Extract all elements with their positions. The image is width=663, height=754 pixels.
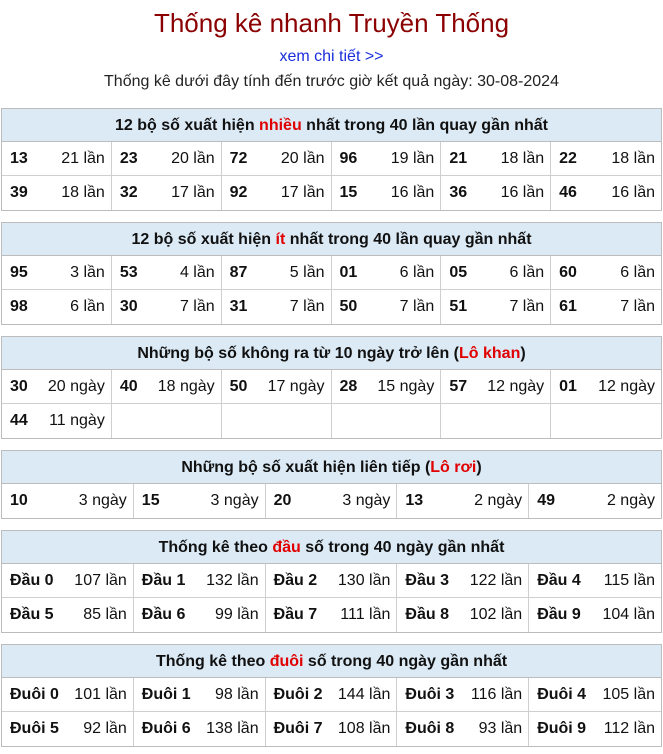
stat-count: 3 ngày bbox=[210, 492, 259, 509]
section-title-highlight: đuôi bbox=[269, 653, 304, 670]
stat-number: 95 bbox=[10, 263, 28, 281]
stat-cell bbox=[266, 678, 398, 712]
stat-cell bbox=[2, 678, 134, 712]
least-frequent-section bbox=[1, 222, 662, 325]
stat-count: 20 lần bbox=[280, 149, 325, 167]
stat-count: 2 ngày bbox=[474, 492, 523, 509]
stat-number: Đuôi 8 bbox=[405, 720, 455, 737]
stat-count: 3 ngày bbox=[342, 492, 391, 509]
stat-cell bbox=[441, 256, 551, 290]
stat-cell bbox=[397, 564, 529, 598]
stat-count: 12 ngày bbox=[598, 377, 655, 395]
stats-grid bbox=[2, 256, 661, 324]
stat-count: 132 lần bbox=[206, 571, 259, 589]
section-title-text: ) bbox=[520, 345, 526, 362]
stat-number: 15 bbox=[339, 184, 358, 201]
stat-number: Đuôi 4 bbox=[537, 685, 587, 703]
stat-cell bbox=[529, 712, 661, 746]
stat-number: 13 bbox=[405, 492, 424, 509]
stats-grid bbox=[2, 564, 661, 632]
stat-cell bbox=[134, 712, 266, 746]
stat-cell bbox=[2, 370, 112, 404]
stat-cell bbox=[112, 256, 222, 290]
stats-grid bbox=[2, 142, 661, 210]
lo-khan-section bbox=[1, 336, 662, 439]
stat-count: 18 ngày bbox=[157, 377, 215, 395]
stat-number: Đuôi 6 bbox=[141, 720, 191, 737]
section-title-text: 12 bộ số xuất hiện bbox=[131, 231, 276, 248]
stat-number: Đầu 9 bbox=[537, 606, 581, 623]
stat-count: 7 lần bbox=[620, 298, 655, 315]
stat-number: Đuôi 1 bbox=[141, 685, 191, 703]
stat-number: Đuôi 5 bbox=[10, 720, 59, 737]
stat-count: 104 lần bbox=[602, 606, 655, 623]
stat-number: Đầu 6 bbox=[141, 606, 186, 623]
stat-cell bbox=[2, 484, 134, 518]
stat-cell bbox=[441, 370, 551, 404]
stat-cell bbox=[2, 176, 112, 210]
stat-count: 17 lần bbox=[171, 184, 215, 201]
stat-number: 05 bbox=[449, 263, 468, 281]
section-title-text: Những bộ số xuất hiện liên tiếp ( bbox=[181, 459, 431, 476]
stat-number: 36 bbox=[449, 184, 468, 201]
stat-count: 6 lần bbox=[399, 263, 435, 281]
stat-count: 6 lần bbox=[620, 263, 655, 281]
stat-number: 22 bbox=[559, 149, 577, 167]
stat-number: 40 bbox=[119, 377, 138, 395]
stat-count: 7 lần bbox=[399, 298, 435, 315]
stat-number: 50 bbox=[339, 298, 358, 315]
stat-cell bbox=[2, 256, 112, 290]
stat-number: Đuôi 2 bbox=[273, 685, 323, 703]
stat-number: 15 bbox=[141, 492, 160, 509]
stat-number: 53 bbox=[119, 263, 138, 281]
stat-count: 20 ngày bbox=[47, 377, 105, 395]
stat-number: 32 bbox=[119, 184, 138, 201]
stat-count: 3 ngày bbox=[78, 492, 127, 509]
section-title-text: nhất trong 40 lần quay gần nhất bbox=[301, 117, 548, 134]
section-title-highlight: Lô khan bbox=[459, 345, 521, 362]
stat-number: Đuôi 9 bbox=[537, 720, 587, 737]
stat-number: 31 bbox=[229, 298, 248, 315]
stat-number: 51 bbox=[449, 298, 468, 315]
section-title bbox=[2, 451, 661, 484]
stat-count: 11 ngày bbox=[49, 412, 105, 429]
stat-cell bbox=[112, 290, 222, 324]
stat-number: 92 bbox=[229, 184, 248, 201]
stat-number: 10 bbox=[10, 492, 28, 509]
stat-count: 102 lần bbox=[469, 606, 523, 623]
stat-count: 116 lần bbox=[470, 685, 523, 703]
stat-number: 87 bbox=[229, 263, 248, 281]
stat-cell bbox=[2, 564, 134, 598]
stat-number: 23 bbox=[119, 149, 138, 167]
stat-count: 12 ngày bbox=[487, 377, 545, 395]
section-title-text: 12 bộ số xuất hiện bbox=[115, 117, 260, 134]
section-title-text: nhất trong 40 lần quay gần nhất bbox=[285, 231, 532, 248]
section-title bbox=[2, 223, 661, 256]
stat-number: 98 bbox=[10, 298, 28, 315]
stat-cell bbox=[529, 564, 661, 598]
stat-cell bbox=[332, 256, 442, 290]
stat-cell bbox=[551, 290, 661, 324]
stat-cell bbox=[2, 404, 112, 438]
section-title bbox=[2, 531, 661, 564]
stat-count: 101 lần bbox=[74, 685, 127, 703]
stat-number: Đầu 4 bbox=[537, 571, 581, 589]
stat-cell bbox=[397, 678, 529, 712]
lo-roi-section bbox=[1, 450, 662, 519]
stat-number: Đầu 5 bbox=[10, 606, 54, 623]
stat-number: 39 bbox=[10, 184, 28, 201]
stat-number: 96 bbox=[339, 149, 358, 167]
stat-cell bbox=[332, 290, 442, 324]
stat-cell bbox=[441, 290, 551, 324]
stat-count: 122 lần bbox=[469, 571, 523, 589]
stat-count: 98 lần bbox=[215, 685, 259, 703]
stat-number: 44 bbox=[10, 412, 28, 429]
stat-number: Đầu 3 bbox=[405, 571, 449, 589]
stat-count: 16 lần bbox=[500, 184, 545, 201]
stat-count: 7 lần bbox=[289, 298, 325, 315]
stat-number: 21 bbox=[449, 149, 468, 167]
stat-count: 16 lần bbox=[611, 184, 655, 201]
stat-count: 85 lần bbox=[83, 606, 127, 623]
stat-number: 30 bbox=[10, 377, 28, 395]
stat-number: 01 bbox=[339, 263, 358, 281]
section-title-highlight: ít bbox=[275, 231, 286, 248]
stat-cell bbox=[112, 370, 222, 404]
page-subtitle: Thống kê dưới đây tính đến trước giờ kết quả ngày: 30-08-2024 bbox=[104, 73, 559, 90]
stat-count: 6 lần bbox=[70, 298, 105, 315]
stat-count: 7 lần bbox=[509, 298, 545, 315]
stat-cell bbox=[332, 370, 442, 404]
stat-count: 21 lần bbox=[61, 149, 105, 167]
stat-count: 7 lần bbox=[179, 298, 215, 315]
stat-number: Đầu 0 bbox=[10, 571, 54, 589]
stat-count: 4 lần bbox=[179, 263, 215, 281]
stat-cell bbox=[134, 484, 266, 518]
section-title-text: số trong 40 ngày gần nhất bbox=[303, 653, 508, 670]
stat-number: Đuôi 3 bbox=[405, 685, 455, 703]
stats-grid bbox=[2, 370, 661, 438]
stat-number: 57 bbox=[449, 377, 468, 395]
stat-cell bbox=[222, 404, 332, 438]
section-title-highlight: Lô rơi bbox=[430, 459, 477, 476]
stat-number: 60 bbox=[559, 263, 577, 281]
stat-count: 2 ngày bbox=[606, 492, 655, 509]
stat-number: 01 bbox=[559, 377, 577, 395]
stat-number: Đầu 1 bbox=[141, 571, 186, 589]
stat-count: 15 ngày bbox=[377, 377, 435, 395]
stat-number: 20 bbox=[273, 492, 292, 509]
stat-count: 92 lần bbox=[83, 720, 127, 737]
stat-cell bbox=[266, 484, 398, 518]
stat-count: 112 lần bbox=[603, 720, 655, 737]
stat-cell bbox=[551, 142, 661, 176]
stat-number: Đuôi 0 bbox=[10, 685, 59, 703]
stats-grid bbox=[2, 678, 661, 746]
stat-number: 46 bbox=[559, 184, 577, 201]
stat-cell bbox=[222, 290, 332, 324]
stat-count: 17 ngày bbox=[267, 377, 325, 395]
section-title bbox=[2, 645, 661, 678]
stat-cell bbox=[222, 176, 332, 210]
stat-cell bbox=[551, 370, 661, 404]
stat-count: 99 lần bbox=[215, 606, 259, 623]
section-title-text: ) bbox=[476, 459, 482, 476]
stat-number: Đầu 2 bbox=[273, 571, 318, 589]
stat-count: 130 lần bbox=[337, 571, 391, 589]
stat-count: 115 lần bbox=[603, 571, 655, 589]
stat-count: 20 lần bbox=[171, 149, 215, 167]
stat-cell bbox=[222, 142, 332, 176]
stat-number: Đầu 7 bbox=[273, 606, 318, 623]
stat-cell bbox=[2, 142, 112, 176]
duoi-stats-section bbox=[1, 644, 662, 747]
page-title: Thống kê nhanh Truyền Thống bbox=[153, 8, 510, 38]
stat-count: 111 lần bbox=[340, 606, 391, 623]
stat-cell bbox=[529, 678, 661, 712]
section-title-text: Những bộ số không ra từ 10 ngày trở lên ( bbox=[137, 345, 459, 362]
stat-cell bbox=[551, 176, 661, 210]
section-title-highlight: đầu bbox=[272, 539, 301, 556]
stat-cell bbox=[529, 484, 661, 518]
stat-cell bbox=[2, 290, 112, 324]
stat-cell bbox=[397, 484, 529, 518]
stat-cell bbox=[222, 256, 332, 290]
section-title-text: Thống kê theo bbox=[158, 539, 273, 556]
stat-number: 28 bbox=[339, 377, 358, 395]
stat-cell bbox=[134, 564, 266, 598]
stat-count: 5 lần bbox=[289, 263, 325, 281]
stat-number: 49 bbox=[537, 492, 555, 509]
stat-count: 18 lần bbox=[611, 149, 655, 167]
stat-count: 105 lần bbox=[602, 685, 655, 703]
stat-number: 13 bbox=[10, 149, 28, 167]
stat-cell bbox=[222, 370, 332, 404]
stat-count: 17 lần bbox=[280, 184, 325, 201]
stat-count: 6 lần bbox=[509, 263, 545, 281]
section-title-text: Thống kê theo bbox=[155, 653, 270, 670]
stat-count: 18 lần bbox=[500, 149, 545, 167]
stat-cell bbox=[551, 256, 661, 290]
stat-cell bbox=[441, 142, 551, 176]
section-title-highlight: nhiều bbox=[259, 117, 302, 134]
most-frequent-section bbox=[1, 108, 662, 211]
stat-number: Đầu 8 bbox=[405, 606, 449, 623]
stat-count: 138 lần bbox=[206, 720, 259, 737]
stat-count: 16 lần bbox=[390, 184, 435, 201]
stat-cell bbox=[2, 598, 134, 632]
stat-number: 50 bbox=[229, 377, 248, 395]
stat-cell bbox=[551, 404, 661, 438]
stat-cell bbox=[112, 176, 222, 210]
stat-cell bbox=[332, 176, 442, 210]
detail-link[interactable]: xem chi tiết >> bbox=[279, 48, 384, 65]
stats-grid bbox=[2, 484, 661, 518]
stat-count: 144 lần bbox=[337, 685, 391, 703]
stat-number: 61 bbox=[559, 298, 577, 315]
stat-cell bbox=[134, 598, 266, 632]
section-title-text: số trong 40 ngày gần nhất bbox=[300, 539, 505, 556]
stat-count: 108 lần bbox=[337, 720, 391, 737]
stat-cell bbox=[441, 176, 551, 210]
stat-count: 3 lần bbox=[70, 263, 105, 281]
stat-cell bbox=[112, 404, 222, 438]
stat-number: 72 bbox=[229, 149, 248, 167]
stat-cell bbox=[266, 712, 398, 746]
stat-cell bbox=[441, 404, 551, 438]
stat-cell bbox=[134, 678, 266, 712]
stat-cell bbox=[397, 712, 529, 746]
stat-count: 18 lần bbox=[61, 184, 105, 201]
stat-cell bbox=[112, 142, 222, 176]
stat-cell bbox=[332, 142, 442, 176]
section-title bbox=[2, 109, 661, 142]
stat-cell bbox=[2, 712, 134, 746]
stat-cell bbox=[397, 598, 529, 632]
stat-cell bbox=[529, 598, 661, 632]
dau-stats-section bbox=[1, 530, 662, 633]
stat-count: 93 lần bbox=[478, 720, 523, 737]
stat-cell bbox=[266, 564, 398, 598]
stat-cell bbox=[332, 404, 442, 438]
stat-number: 30 bbox=[119, 298, 138, 315]
stat-number: Đuôi 7 bbox=[273, 720, 323, 737]
stat-count: 19 lần bbox=[390, 149, 435, 167]
section-title bbox=[2, 337, 661, 370]
stat-cell bbox=[266, 598, 398, 632]
stat-count: 107 lần bbox=[74, 571, 127, 589]
